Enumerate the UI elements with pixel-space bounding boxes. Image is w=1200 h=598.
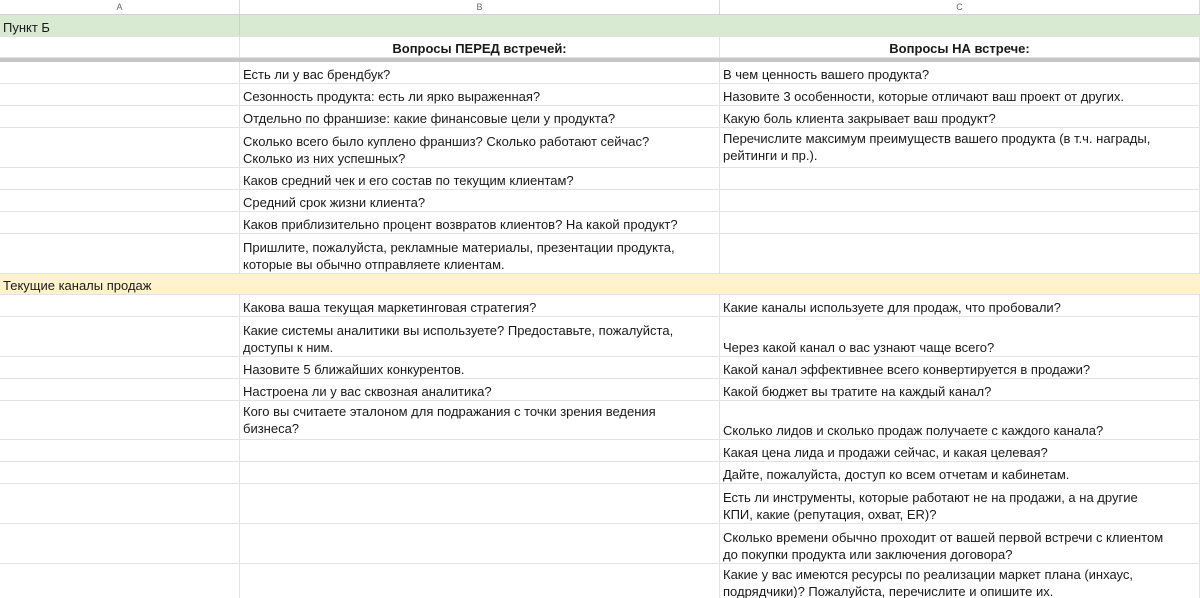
table-row [0, 401, 1200, 440]
cell[interactable] [0, 234, 240, 273]
cell-text: Отдельно по франшизе: какие финансовые цели у продукта? [243, 111, 616, 126]
cell[interactable] [240, 15, 720, 36]
section-row-punkt-b [0, 15, 1200, 37]
cell-text: Сколько всего было куплено франшиз? Сколько работают сейчас? Сколько из них успешных? [243, 134, 650, 166]
section-row-sales-channels [0, 274, 1200, 295]
question-at-cell[interactable] [720, 357, 1200, 378]
table-row [0, 524, 1200, 564]
section-title: Пункт Б [3, 20, 50, 35]
question-at-cell[interactable] [720, 212, 1200, 233]
cell-text: Какая цена лида и продажи сейчас, и какая целевая? [723, 445, 1048, 460]
cell[interactable] [0, 212, 240, 233]
table-row [0, 106, 1200, 128]
question-before-cell[interactable] [240, 379, 720, 400]
table-row [0, 462, 1200, 484]
cell-text: Назовите 5 ближайших конкурентов. [243, 362, 465, 377]
cell-text: В чем ценность вашего продукта? [723, 67, 930, 82]
cell-text: Какой бюджет вы тратите на каждый канал? [723, 384, 992, 399]
cell[interactable] [0, 317, 240, 356]
question-before-cell[interactable] [240, 106, 720, 127]
cell[interactable] [0, 440, 240, 461]
questions-header-row [0, 37, 1200, 58]
cell[interactable] [0, 106, 240, 127]
question-at-cell[interactable] [720, 524, 1200, 563]
header-at-meeting: Вопросы НА встрече: [889, 41, 1030, 56]
cell-text: Средний срок жизни клиента? [243, 195, 426, 210]
table-row [0, 317, 1200, 357]
cell-text: Сколько времени обычно проходит от вашей первой встречи с клиентом до покупки продукта или заключения договора? [723, 530, 1164, 562]
cell[interactable] [0, 37, 240, 57]
question-at-cell[interactable] [720, 106, 1200, 127]
cell-text: Пришлите, пожалуйста, рекламные материалы, презентации продукта, которые вы обычно отправляете клиентам. [243, 240, 675, 272]
table-row [0, 212, 1200, 234]
cell[interactable] [240, 440, 720, 461]
cell-text: Каков приблизительно процент возвратов клиентов? На какой продукт? [243, 217, 678, 232]
question-at-cell[interactable] [720, 62, 1200, 83]
question-at-cell[interactable] [720, 168, 1200, 189]
column-header-b[interactable]: B [240, 0, 720, 14]
cell-text: Дайте, пожалуйста, доступ ко всем отчетам и кабинетам. [723, 467, 1070, 482]
cell-text: Сезонность продукта: есть ли ярко выраженная? [243, 89, 541, 104]
table-row [0, 379, 1200, 401]
cell[interactable] [0, 295, 240, 316]
table-row [0, 190, 1200, 212]
question-at-cell[interactable] [720, 128, 1200, 167]
cell[interactable] [240, 524, 720, 563]
table-row [0, 234, 1200, 274]
table-row [0, 357, 1200, 379]
cell-text: Сколько лидов и сколько продаж получаете с каждого канала? [723, 423, 1104, 438]
question-at-cell[interactable] [720, 295, 1200, 316]
cell[interactable] [0, 190, 240, 211]
question-before-cell[interactable] [240, 62, 720, 83]
cell-text: Какие каналы используете для продаж, что пробовали? [723, 300, 1061, 315]
table-row [0, 484, 1200, 524]
question-before-cell[interactable] [240, 190, 720, 211]
question-at-cell[interactable] [720, 564, 1200, 598]
question-before-cell[interactable] [240, 212, 720, 233]
cell-text: Какие у вас имеются ресурсы по реализации маркет плана (инхаус, подрядчики)? Пожалуйста, перечислите и опишите их. [723, 567, 1133, 598]
cell[interactable] [720, 15, 1200, 36]
cell-text: Каков средний чек и его состав по текущим клиентам? [243, 173, 574, 188]
cell-text: Назовите 3 особенности, которые отличают ваш проект от других. [723, 89, 1125, 104]
header-before-meeting-cell[interactable] [240, 37, 720, 57]
cell[interactable] [0, 84, 240, 105]
cell[interactable] [0, 357, 240, 378]
column-headers [0, 0, 1200, 15]
cell[interactable] [0, 62, 240, 83]
section-title: Текущие каналы продаж [3, 278, 152, 293]
question-at-cell[interactable] [720, 440, 1200, 461]
question-before-cell[interactable] [240, 357, 720, 378]
cell[interactable] [0, 484, 240, 523]
table-row [0, 128, 1200, 168]
cell-text: Перечислите максимум преимуществ вашего продукта (в т.ч. награды, рейтинги и пр.). [723, 131, 1151, 163]
cell-text: Через какой канал о вас узнают чаще всего? [723, 340, 995, 355]
question-at-cell[interactable] [720, 190, 1200, 211]
question-before-cell[interactable] [240, 317, 720, 356]
cell[interactable] [0, 462, 240, 483]
column-header-a[interactable]: A [0, 0, 240, 14]
table-row [0, 84, 1200, 106]
cell[interactable] [0, 401, 240, 439]
question-at-cell[interactable] [720, 462, 1200, 483]
section-title-cell[interactable] [0, 15, 240, 36]
question-before-cell[interactable] [240, 128, 720, 167]
question-at-cell[interactable] [720, 317, 1200, 356]
table-row [0, 62, 1200, 84]
question-before-cell[interactable] [240, 84, 720, 105]
header-at-meeting-cell[interactable] [720, 37, 1200, 57]
cell[interactable] [240, 462, 720, 483]
cell[interactable] [240, 564, 720, 598]
cell[interactable] [0, 168, 240, 189]
question-before-cell[interactable] [240, 168, 720, 189]
cell-text: Кого вы считаете эталоном для подражания с точки зрения ведения бизнеса? [243, 404, 656, 436]
question-at-cell[interactable] [720, 234, 1200, 273]
section-title-cell[interactable] [0, 274, 240, 294]
cell[interactable] [720, 274, 1200, 294]
table-row [0, 295, 1200, 317]
cell-text: Есть ли у вас брендбук? [243, 67, 391, 82]
header-before-meeting: Вопросы ПЕРЕД встречей: [392, 41, 567, 56]
cell[interactable] [0, 128, 240, 167]
question-at-cell[interactable] [720, 484, 1200, 523]
table-row [0, 440, 1200, 462]
table-row [0, 564, 1200, 598]
cell-text: Настроена ли у вас сквозная аналитика? [243, 384, 492, 399]
cell[interactable] [0, 379, 240, 400]
question-at-cell[interactable] [720, 379, 1200, 400]
question-before-cell[interactable] [240, 401, 720, 439]
cell[interactable] [240, 484, 720, 523]
question-before-cell[interactable] [240, 234, 720, 273]
cell-text: Какой канал эффективнее всего конвертируется в продажи? [723, 362, 1091, 377]
cell-text: Какова ваша текущая маркетинговая стратегия? [243, 300, 537, 315]
cell-text: Какие системы аналитики вы используете? Предоставьте, пожалуйста, доступы к ним. [243, 323, 674, 355]
column-header-c[interactable]: C [720, 0, 1200, 14]
cell-text: Какую боль клиента закрывает ваш продукт? [723, 111, 996, 126]
question-at-cell[interactable] [720, 401, 1200, 439]
cell[interactable] [0, 564, 240, 598]
cell[interactable] [240, 274, 720, 294]
table-row [0, 168, 1200, 190]
question-at-cell[interactable] [720, 84, 1200, 105]
question-before-cell[interactable] [240, 295, 720, 316]
cell[interactable] [0, 524, 240, 563]
cell-text: Есть ли инструменты, которые работают не на продажи, а на другие КПИ, какие (репутация, охват, ER)? [723, 490, 1138, 522]
